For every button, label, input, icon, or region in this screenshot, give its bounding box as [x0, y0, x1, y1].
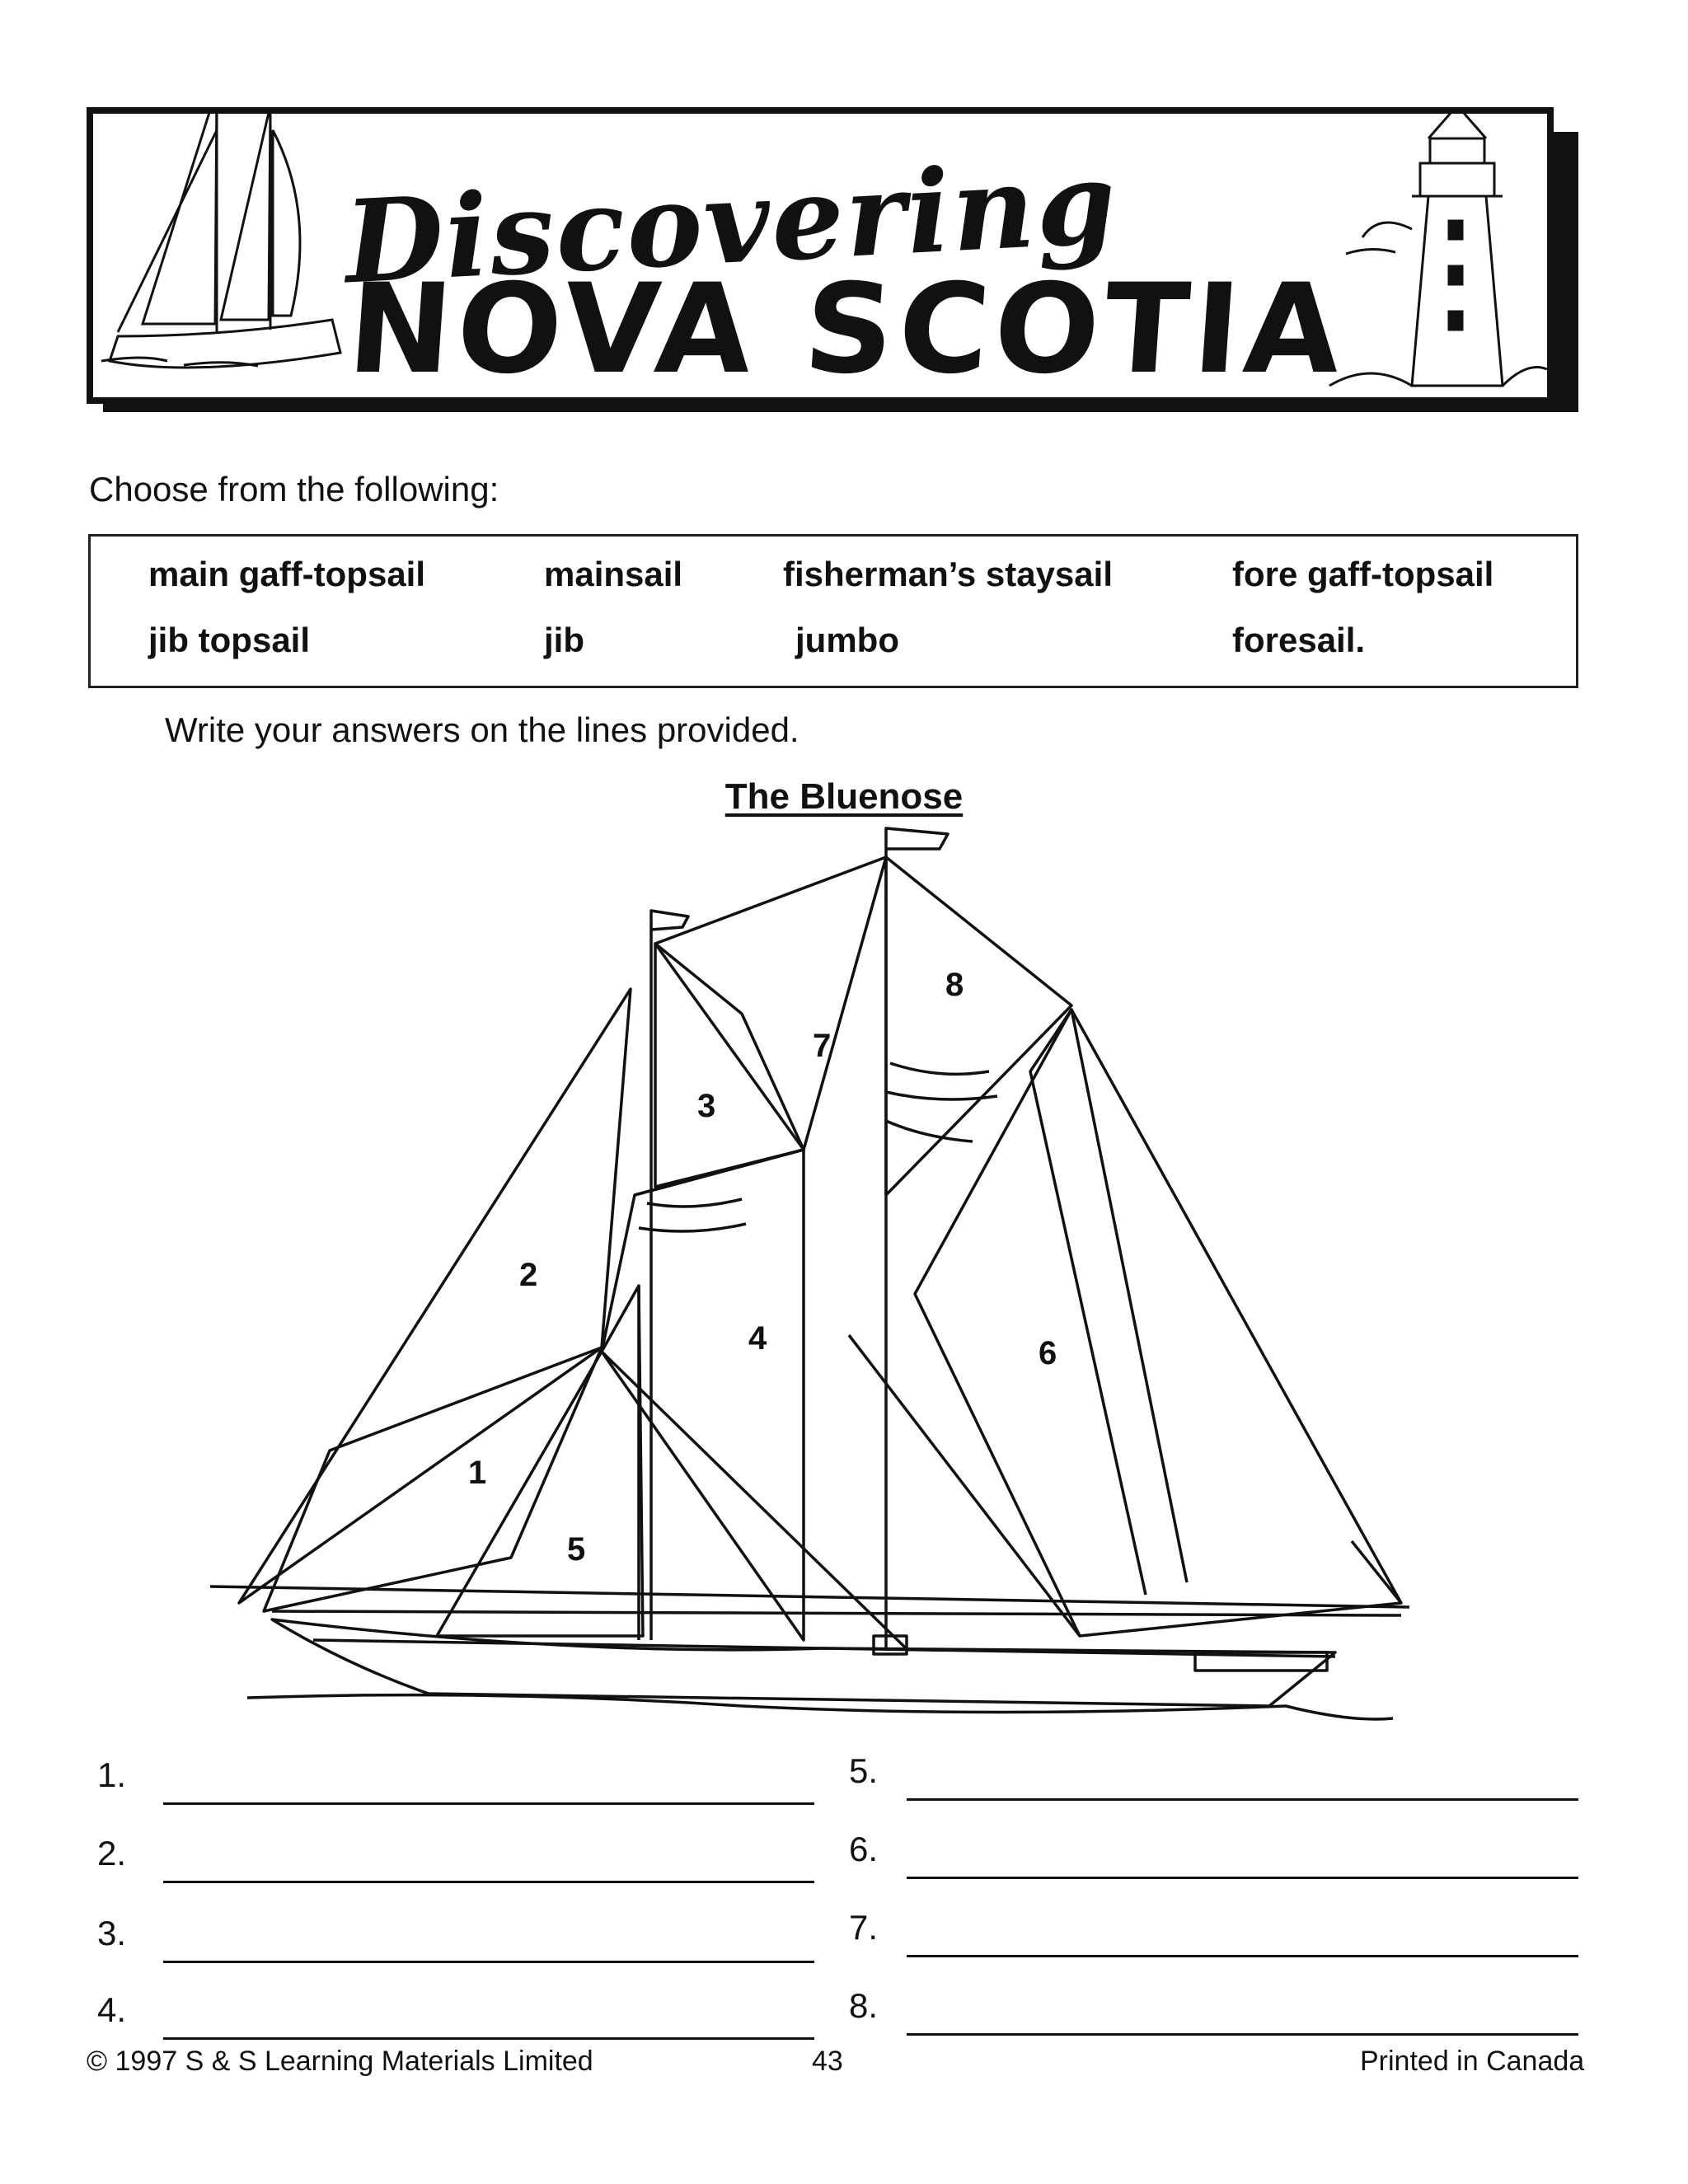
answer-number: 3.: [97, 1914, 127, 1952]
sail-label-6: 6: [1039, 1335, 1057, 1371]
sail-1: [264, 1347, 602, 1611]
diagram-title-text: The Bluenose: [724, 776, 964, 817]
sail-4: [602, 1150, 804, 1640]
answer-row: [849, 1908, 1578, 1957]
answer-line-6[interactable]: [907, 1877, 1578, 1879]
answer-number: 5.: [849, 1751, 879, 1790]
word-bank-item: jumbo: [795, 621, 899, 659]
answer-number: 4.: [97, 1990, 127, 2029]
copyright-notice: © 1997 S & S Learning Materials Limited: [87, 2046, 593, 2077]
answer-number: 7.: [849, 1908, 879, 1947]
answer-line-5[interactable]: [907, 1798, 1578, 1801]
banner-title-script: Discovering: [341, 134, 1121, 310]
word-bank-item: fisherman’s staysail: [783, 555, 1113, 593]
answer-number: 1.: [97, 1755, 127, 1794]
banner-title-main: NOVA SCOTIA: [343, 258, 1351, 401]
answer-line-3[interactable]: [163, 1961, 814, 1963]
answer-line-8[interactable]: [907, 2033, 1578, 2036]
answer-row: [849, 1986, 1578, 2036]
sail-label-3: 3: [697, 1088, 716, 1124]
word-bank-item: jib: [544, 621, 584, 659]
write-instruction: Write your answers on the lines provided.: [165, 710, 799, 749]
choose-instruction: Choose from the following:: [89, 470, 499, 509]
page-number: 43: [812, 2046, 843, 2077]
sail-8: [886, 857, 1071, 1195]
sail-label-4: 4: [748, 1320, 767, 1357]
word-bank-item: jib topsail: [148, 621, 311, 659]
answer-number: 2.: [97, 1834, 127, 1872]
answer-number: 8.: [849, 1986, 879, 2025]
fore-flag: [651, 911, 688, 940]
answer-row: [97, 1914, 814, 1963]
answer-row: [849, 1751, 1578, 1801]
sail-label-7: 7: [813, 1028, 832, 1064]
sail-label-5: 5: [567, 1531, 586, 1568]
sail-6: [915, 1010, 1401, 1636]
answer-row: [849, 1830, 1578, 1879]
printed-in-notice: Printed in Canada: [1360, 2046, 1585, 2077]
word-bank-item: mainsail: [544, 555, 683, 593]
answer-number: 6.: [849, 1830, 879, 1868]
word-bank-item: foresail.: [1232, 621, 1366, 659]
main-flag: [886, 828, 948, 857]
sail-label-8: 8: [945, 967, 964, 1003]
answer-row: [97, 1990, 814, 2040]
answer-row: [97, 1834, 814, 1883]
answer-row: [97, 1755, 814, 1805]
answer-line-1[interactable]: [163, 1802, 814, 1805]
answer-line-2[interactable]: [163, 1881, 814, 1883]
sail-3: [655, 944, 804, 1187]
word-bank-item: main gaff-topsail: [148, 555, 426, 593]
answer-line-7[interactable]: [907, 1955, 1578, 1957]
word-bank-item: fore gaff-topsail: [1232, 555, 1494, 593]
sail-2: [239, 989, 631, 1603]
answer-line-4[interactable]: [163, 2037, 814, 2040]
sail-label-2: 2: [519, 1257, 538, 1293]
sail-label-1: 1: [468, 1455, 487, 1491]
